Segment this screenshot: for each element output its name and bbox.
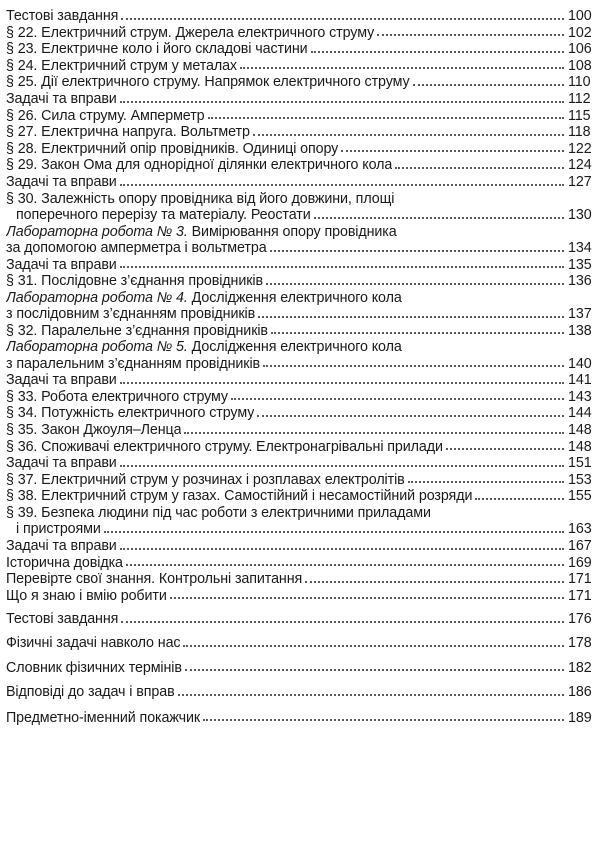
toc-page-number: 186: [568, 684, 592, 701]
dot-leader: [120, 266, 564, 268]
dot-leader: [183, 645, 564, 647]
dot-leader: [120, 101, 564, 103]
toc-page-number: 137: [568, 306, 592, 323]
toc-entry[interactable]: [6, 709, 592, 727]
dot-leader: [120, 382, 564, 384]
dot-leader: [408, 481, 564, 483]
dot-leader: [258, 316, 564, 318]
toc-entry-title: Словник фізичних термінів: [6, 659, 182, 676]
dot-leader: [120, 548, 564, 550]
dot-leader: [178, 694, 564, 696]
dot-leader: [104, 531, 564, 533]
toc-entry-title: § 36. Споживачі електричного струму. Електронагрівальні прилади: [6, 438, 443, 455]
toc-entry-title: § 29. Закон Ома для однорідної ділянки електричного кола: [6, 157, 393, 174]
toc-entry-title: Задачі та вправи: [6, 90, 117, 107]
toc-entry[interactable]: [6, 223, 592, 257]
toc-entry[interactable]: [6, 256, 592, 274]
toc-entry[interactable]: [6, 505, 592, 538]
toc-entry-title: [6, 339, 402, 355]
toc-page-number: 153: [568, 471, 592, 488]
toc-entry[interactable]: [6, 571, 592, 588]
toc-page-number: 136: [568, 273, 592, 290]
toc-entry-title: § 26. Сила струму. Амперметр: [6, 107, 205, 124]
toc-entry-title: § 28. Електричний опір провідників. Одиниці опору: [6, 140, 339, 157]
lab-work-label: Лабораторна робота № 4.: [6, 289, 188, 306]
toc-entry[interactable]: [6, 405, 592, 422]
dot-leader: [266, 283, 564, 285]
toc-entry[interactable]: [6, 634, 592, 652]
toc-page-number: 141: [568, 372, 592, 389]
dot-leader: [395, 167, 564, 169]
toc-entry[interactable]: [6, 684, 592, 701]
toc-page-number: 134: [568, 239, 592, 256]
toc-page-number: 148: [568, 438, 592, 455]
toc-entry-title: § 24. Електричний струм у металах: [6, 57, 237, 74]
toc-entry-title: § 33. Робота електричного струму: [6, 388, 228, 405]
toc-entry-title: Задачі та вправи: [6, 537, 117, 554]
dot-leader: [314, 217, 564, 219]
toc-entry[interactable]: [6, 554, 592, 572]
toc-page-number: 102: [568, 24, 592, 41]
toc-page-number: 189: [568, 709, 592, 726]
toc-entry-title-rest: Дослідження електричного кола: [187, 289, 402, 306]
toc-entry[interactable]: [6, 173, 592, 191]
toc-page-number: 135: [568, 256, 592, 273]
toc-entry[interactable]: [6, 273, 592, 290]
toc-entry-title: Задачі та вправи: [6, 256, 117, 273]
toc-entry-title: § 38. Електричний струм у газах. Самостійний і несамостійний розряди: [6, 488, 473, 505]
dot-leader: [121, 621, 564, 623]
toc-entry-title: § 27. Електрична напруга. Вольтметр: [6, 124, 250, 141]
toc-entry-title: за допомогою амперметра і вольтметра: [6, 239, 267, 256]
dot-leader: [240, 67, 564, 69]
table-of-contents: [6, 8, 598, 726]
toc-entry-title: § 37. Електричний струм у розчинах і розплавах електролітів: [6, 471, 405, 488]
toc-entry-title: Задачі та вправи: [6, 372, 117, 389]
toc-page-number: 176: [568, 611, 592, 628]
dot-leader: [185, 669, 564, 671]
toc-page-number: 182: [568, 659, 592, 676]
toc-entry-title: Історична довідка: [6, 554, 123, 571]
dot-leader: [263, 365, 564, 367]
toc-page-number: 110: [568, 74, 591, 91]
lab-work-label: Лабораторна робота № 3.: [6, 223, 188, 240]
toc-page-number: 106: [568, 41, 592, 58]
toc-entry-title: з послідовним з’єднанням провідників: [6, 306, 256, 323]
dot-leader: [253, 134, 564, 136]
toc-entry[interactable]: [6, 74, 591, 91]
toc-entry-title: Що я знаю і вмію робити: [6, 587, 167, 604]
toc-entry[interactable]: [6, 471, 592, 489]
dot-leader: [413, 84, 564, 86]
toc-page-number: 163: [568, 521, 592, 538]
toc-page-number: 108: [568, 57, 592, 74]
toc-entry-title: § 35. Закон Джоуля–Ленца: [6, 422, 182, 439]
toc-entry[interactable]: [6, 41, 592, 58]
toc-page-number: 138: [568, 322, 592, 339]
toc-entry[interactable]: [6, 339, 592, 372]
toc-entry-title: Тестові завдання: [6, 8, 119, 24]
toc-entry[interactable]: [6, 90, 591, 108]
dot-leader: [120, 184, 564, 186]
toc-entry[interactable]: [6, 157, 592, 174]
toc-entry-title: § 22. Електричний струм. Джерела електричного струму: [6, 24, 375, 41]
toc-page-number: 140: [568, 355, 592, 372]
toc-entry-title: § 39. Безпека людини під час роботи з електричними приладами: [6, 505, 431, 521]
toc-entry[interactable]: [6, 24, 592, 42]
toc-entry-title: і пристроями: [16, 521, 101, 538]
toc-entry[interactable]: [6, 488, 592, 505]
toc-entry-title: Перевірте свої знання. Контрольні запитання: [6, 571, 303, 588]
dot-leader: [305, 581, 564, 583]
dot-leader: [184, 432, 564, 434]
toc-page-number: 124: [568, 157, 592, 174]
toc-entry[interactable]: [6, 372, 592, 389]
toc-page-number: 127: [568, 173, 592, 190]
toc-entry-title: Фізичні задачі навколо нас: [6, 634, 181, 651]
dot-leader: [120, 465, 564, 467]
toc-entry-title: Тестові завдання: [6, 611, 119, 628]
toc-entry[interactable]: [6, 140, 592, 158]
toc-page-number: 143: [568, 388, 592, 405]
toc-page-number: 169: [568, 554, 592, 571]
toc-page-number: 130: [568, 206, 592, 223]
dot-leader: [475, 498, 564, 500]
toc-entry[interactable]: [6, 388, 592, 406]
toc-page-number: 171: [568, 587, 592, 604]
toc-entry-title: Задачі та вправи: [6, 173, 117, 190]
toc-entry-title: поперечного перерізу та матеріалу. Реостати: [16, 206, 311, 223]
dot-leader: [377, 34, 564, 36]
toc-page-number: 148: [568, 422, 592, 439]
toc-page-number: 115: [568, 107, 591, 124]
toc-entry[interactable]: [6, 438, 592, 456]
toc-entry[interactable]: [6, 57, 592, 75]
toc-entry-title: Відповіді до задач і вправ: [6, 684, 175, 701]
toc-entry[interactable]: [6, 8, 592, 25]
toc-page-number: 151: [568, 455, 592, 472]
dot-leader: [203, 719, 564, 721]
toc-entry[interactable]: [6, 289, 592, 323]
toc-entry-title: § 34. Потужність електричного струму: [6, 405, 255, 422]
toc-entry[interactable]: [6, 322, 592, 340]
dot-leader: [121, 18, 564, 20]
toc-entry-title: § 32. Паралельне з’єднання провідників: [6, 322, 268, 339]
dot-leader: [170, 597, 564, 599]
toc-page-number: 178: [568, 634, 592, 651]
toc-entry-title: [6, 224, 397, 240]
toc-entry[interactable]: [6, 455, 592, 472]
toc-entry[interactable]: [6, 124, 591, 141]
toc-page-number: 118: [568, 124, 591, 141]
toc-entry[interactable]: [6, 422, 592, 439]
toc-page-number: 155: [568, 488, 592, 505]
toc-entry[interactable]: [6, 611, 592, 628]
toc-page-number: 122: [568, 140, 592, 157]
toc-page-number: 112: [568, 90, 591, 107]
toc-entry-title: Задачі та вправи: [6, 455, 117, 472]
dot-leader: [257, 415, 564, 417]
dot-leader: [270, 250, 564, 252]
toc-entry-title-rest: Дослідження електричного кола: [187, 339, 402, 356]
toc-entry-title: Предметно-іменний покажчик: [6, 709, 201, 726]
toc-entry[interactable]: [6, 190, 592, 224]
toc-entry-title: § 23. Електричне коло і його складові частини: [6, 41, 308, 58]
toc-entry[interactable]: [6, 107, 591, 125]
toc-entry-title: [6, 290, 402, 306]
dot-leader: [446, 448, 564, 450]
toc-entry-title: § 25. Дії електричного струму. Напрямок електричного струму: [6, 74, 410, 91]
dot-leader: [311, 51, 564, 53]
toc-page-number: 144: [568, 405, 592, 422]
dot-leader: [126, 564, 564, 566]
toc-entry-title: з паралельним з’єднанням провідників: [6, 355, 261, 372]
toc-page-number: 171: [568, 571, 592, 588]
toc-entry[interactable]: [6, 537, 592, 555]
lab-work-label: Лабораторна робота № 5.: [6, 339, 188, 356]
dot-leader: [271, 332, 564, 334]
toc-entry[interactable]: [6, 587, 592, 605]
toc-page-number: 100: [568, 8, 592, 24]
toc-entry[interactable]: [6, 659, 592, 677]
toc-entry-title-rest: Вимірювання опору провідника: [187, 223, 397, 240]
dot-leader: [231, 398, 564, 400]
dot-leader: [208, 117, 565, 119]
toc-entry-title: § 30. Залежність опору провідника від його довжини, площі: [6, 190, 395, 207]
toc-entry-title: § 31. Послідовне з’єднання провідників: [6, 273, 263, 290]
dot-leader: [341, 150, 564, 152]
toc-page-number: 167: [568, 537, 592, 554]
